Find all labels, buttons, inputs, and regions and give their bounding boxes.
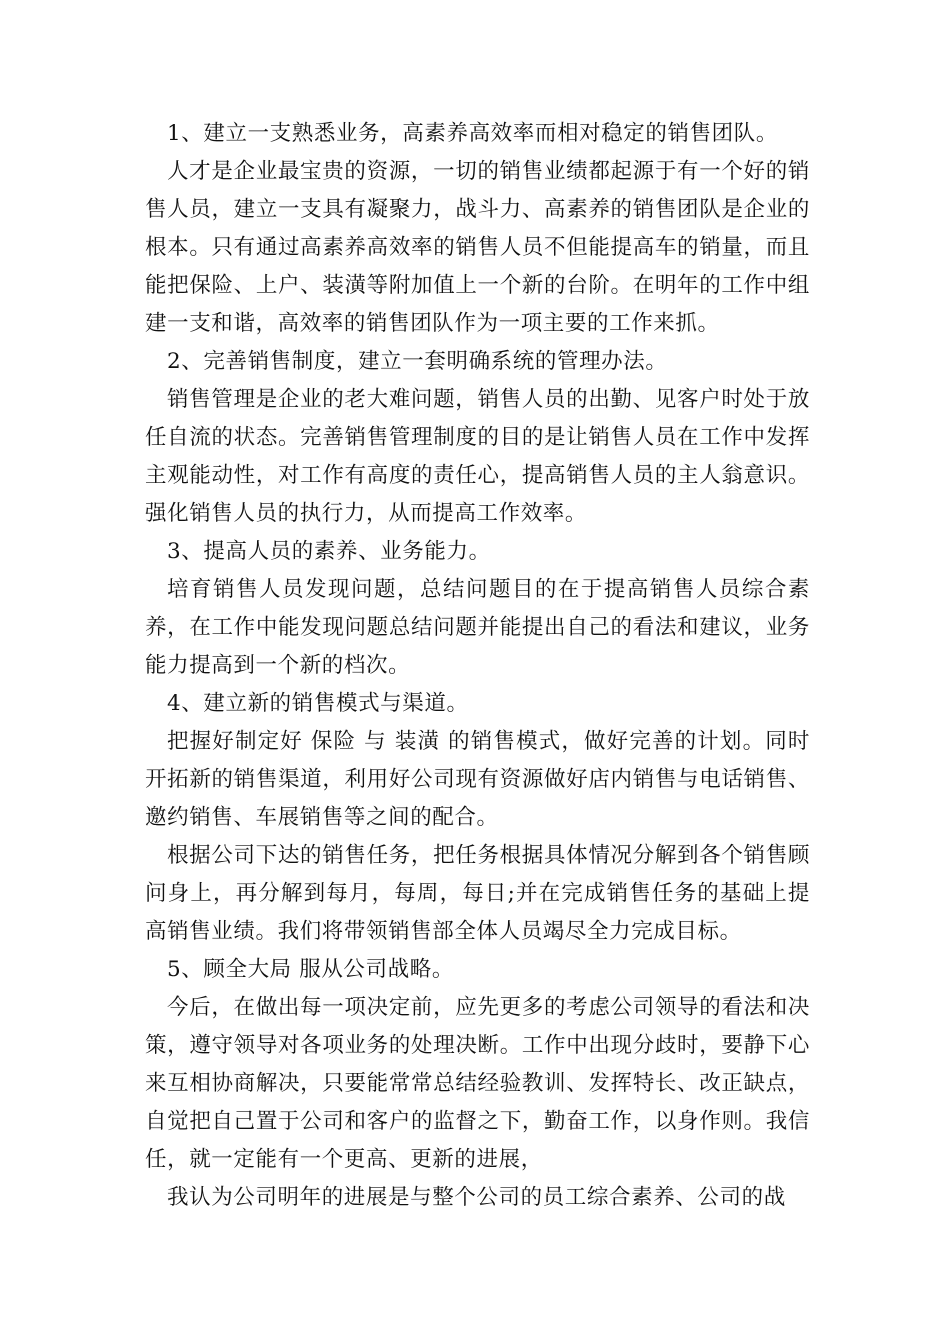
- document-body: [145, 115, 810, 1217]
- section-heading-2: 2、完善销售制度，建立一套明确系统的管理办法。: [167, 349, 668, 374]
- paragraph-talent: 人才是企业最宝贵的资源，一切的销售业绩都起源于有一个好的销售人员，建立一支具有凝聚力，战斗力、高素养的销售团队是企业的根本。只有通过高素养高效率的销售人员不但能提高车的销量，而且能把保险、上户、装潢等附加值上一个新的台阶。在明年的工作中组建一支和谐，高效率的销售团队作为一项主要的工作来抓。: [145, 159, 810, 336]
- paragraph-strategy: 今后，在做出每一项决定前，应先更多的考虑公司领导的看法和决策，遵守领导对各项业务的处理决断。工作中出现分歧时，要静下心来互相协商解决，只要能常常总结经验教训、发挥特长、改正缺点，自觉把自己置于公司和客户的监督之下，勤奋工作，以身作则。我信任，就一定能有一个更高、更新的进展，: [145, 995, 810, 1172]
- section-heading-1: 1、建立一支熟悉业务，高素养高效率而相对稳定的销售团队。: [167, 121, 778, 146]
- paragraph-conclusion: 我认为公司明年的进展是与整个公司的员工综合素养、公司的战: [167, 1185, 786, 1210]
- section-heading-3: 3、提高人员的素养、业务能力。: [167, 539, 491, 564]
- paragraph-training: 培育销售人员发现问题，总结问题目的在于提高销售人员综合素养，在工作中能发现问题总结问题并能提出自己的看法和建议，业务能力提高到一个新的档次。: [145, 577, 810, 678]
- paragraph-sales-model: 把握好制定好 保险 与 装潢 的销售模式，做好完善的计划。同时开拓新的销售渠道，利用好公司现有资源做好店内销售与电话销售、邀约销售、车展销售等之间的配合。: [145, 729, 810, 830]
- section-heading-5: 5、顾全大局 服从公司战略。: [167, 957, 454, 982]
- paragraph-management: 销售管理是企业的老大难问题，销售人员的出勤、见客户时处于放任自流的状态。完善销售管理制度的目的是让销售人员在工作中发挥主观能动性，对工作有高度的责任心，提高销售人员的主人翁意识。强化销售人员的执行力，从而提高工作效率。: [145, 387, 810, 526]
- section-heading-4: 4、建立新的销售模式与渠道。: [167, 691, 469, 716]
- paragraph-sales-targets: 根据公司下达的销售任务，把任务根据具体情况分解到各个销售顾问身上，再分解到每月，每周，每日;并在完成销售任务的基础上提高销售业绩。我们将带领销售部全体人员竭尽全力完成目标。: [145, 843, 810, 944]
